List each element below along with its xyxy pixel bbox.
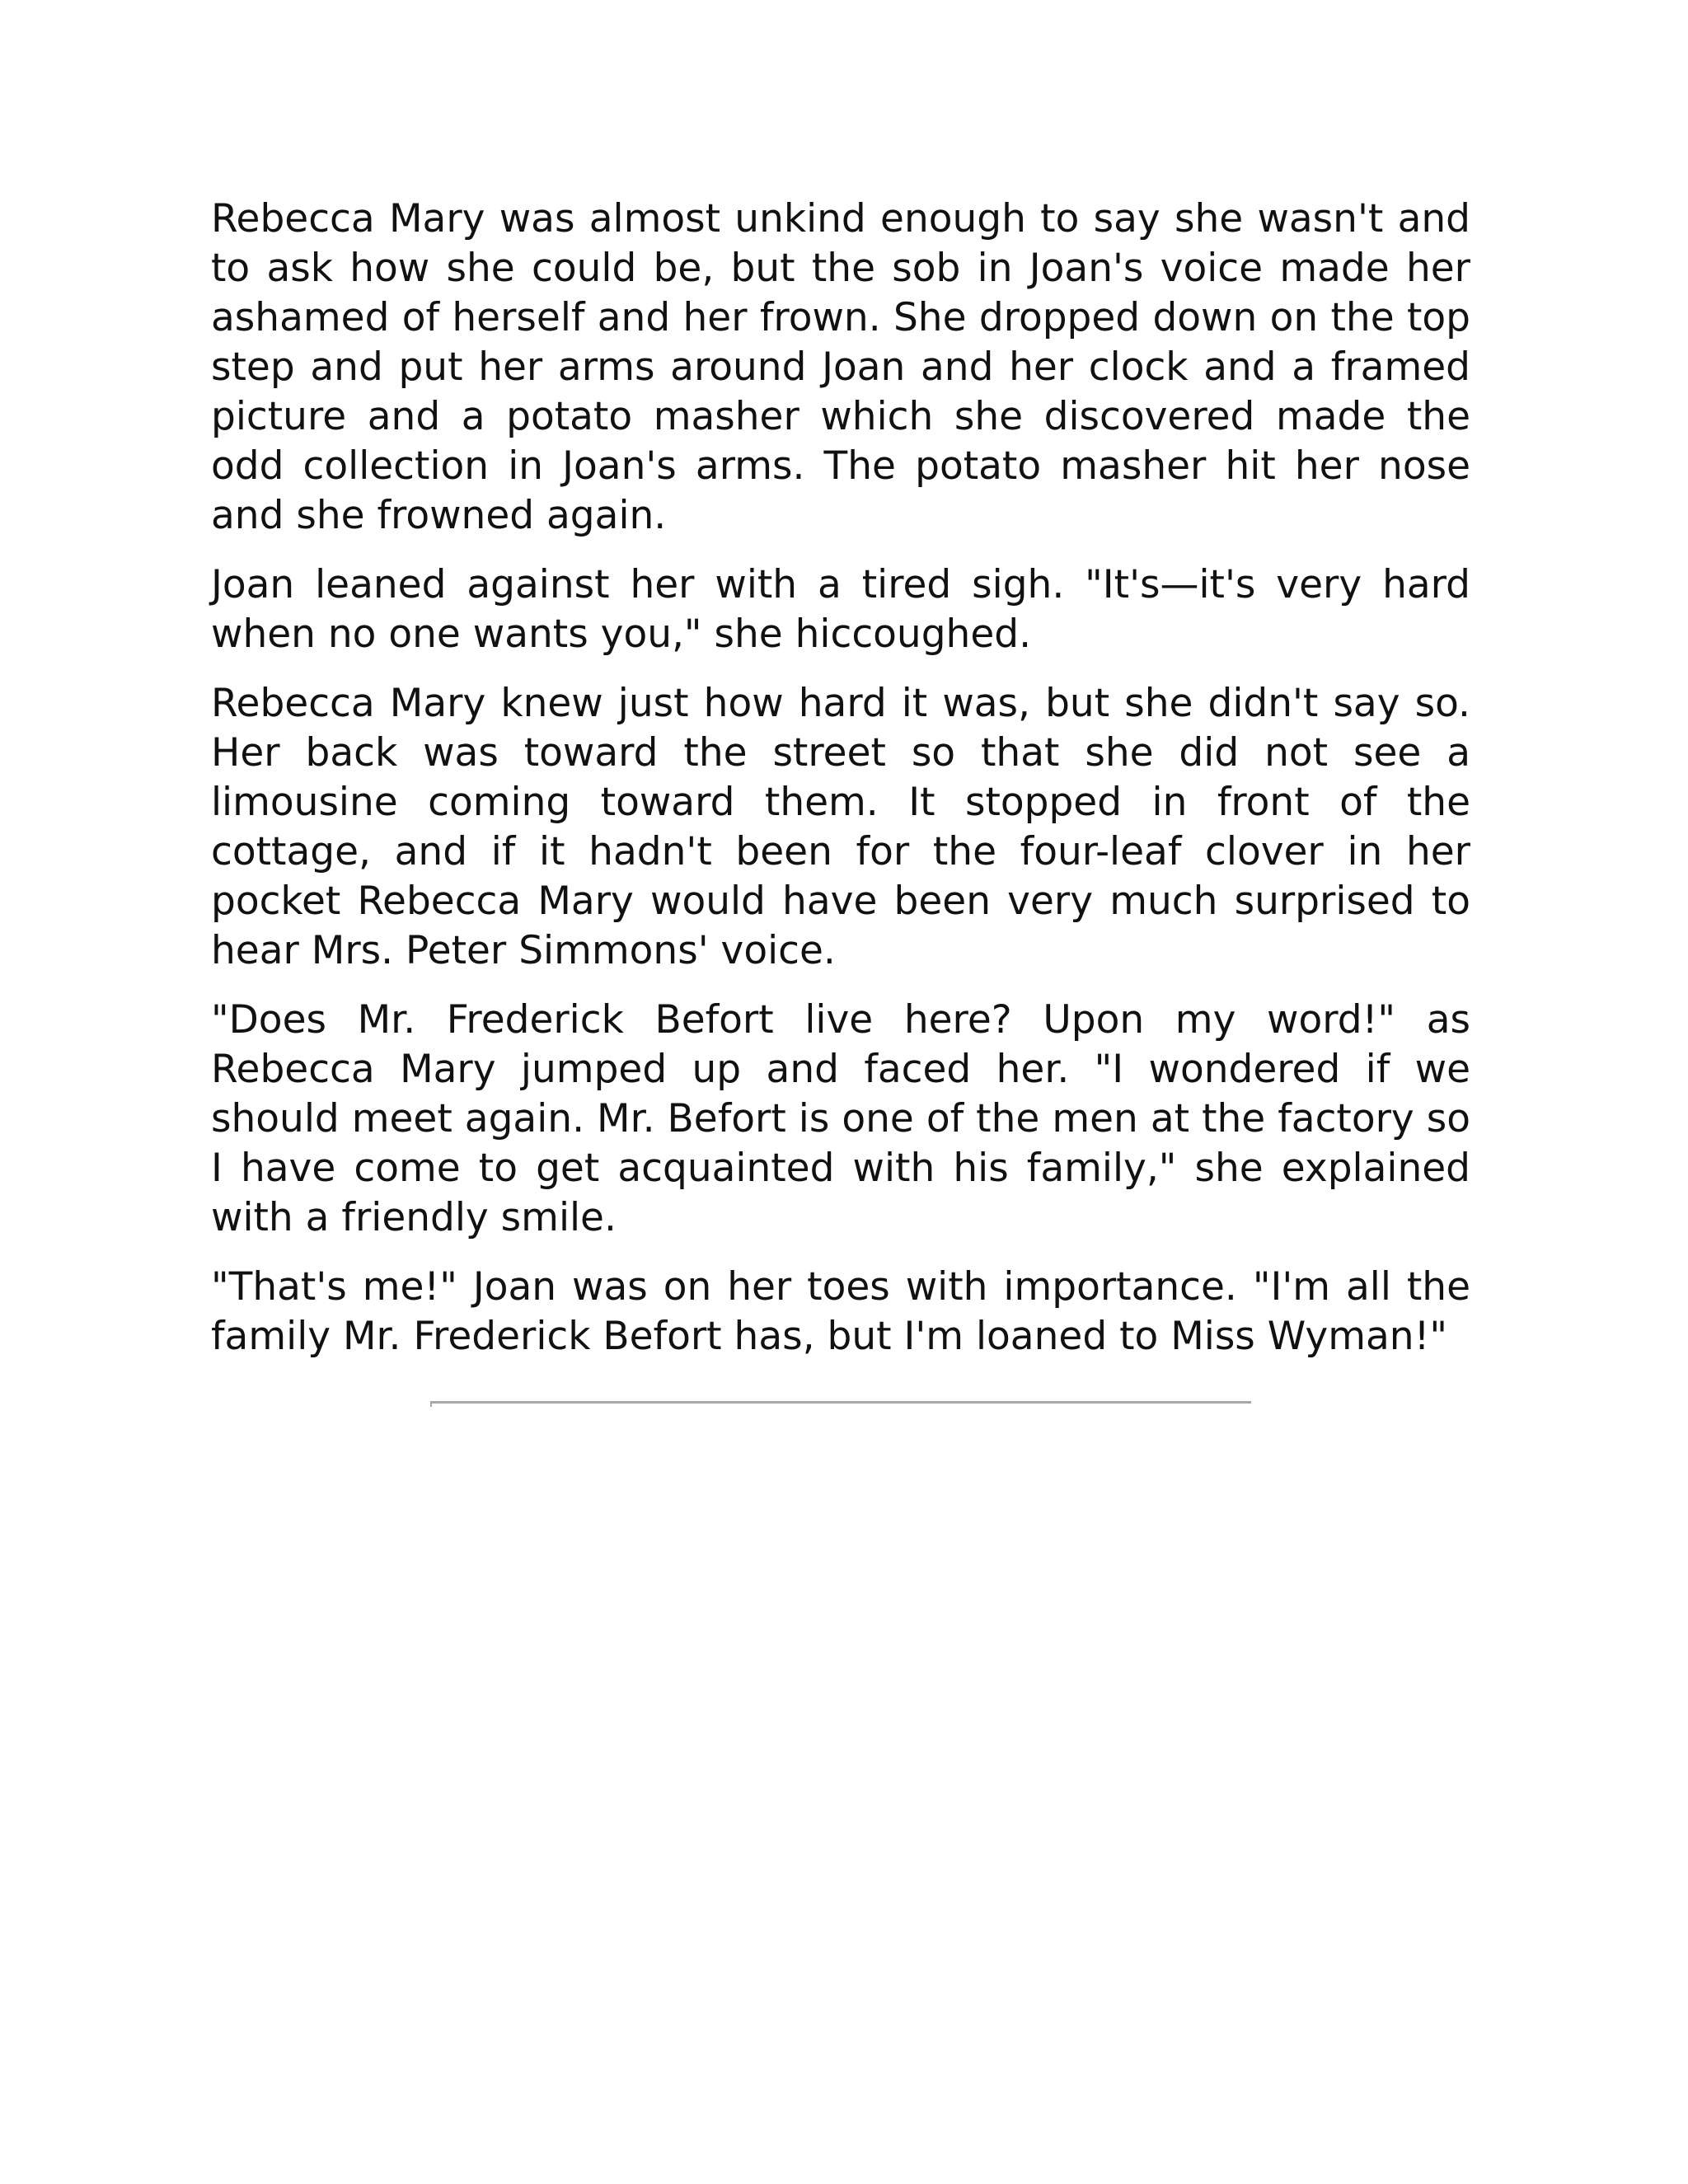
body-text xyxy=(211,194,1470,1381)
paragraph-1: Rebecca Mary was almost unkind enough to say she wasn't and to ask how she could be, but the sob in Joan's voice made her ashamed of herself and her frown. She dropped down on the top step and put her arms around Joan and her clock and a framed picture and a potato masher which she discovered made the odd collection in Joan's arms. The potato masher hit her nose and she frowned again. xyxy=(211,196,1470,538)
paragraph-2: Joan leaned against her with a tired sigh. "It's—it's very hard when no one wants you," she hiccoughed. xyxy=(211,562,1470,657)
paragraph-3: Rebecca Mary knew just how hard it was, but she didn't say so. Her back was toward the street so that she did not see a limousine coming toward them. It stopped in front of the cottage, and if it hadn't been for the four-leaf clover in her pocket Rebecca Mary would have been very much surprised to hear Mrs. Peter Simmons' voice. xyxy=(211,681,1470,973)
section-divider xyxy=(430,1401,1251,1407)
paragraph-5: "That's me!" Joan was on her toes with importance. "I'm all the family Mr. Frederick Befort has, but I'm loaned to Miss Wyman!" xyxy=(211,1264,1470,1359)
paragraph-4: "Does Mr. Frederick Befort live here? Upon my word!" as Rebecca Mary jumped up and faced her. "I wondered if we should meet again. Mr. Befort is one of the men at the factory so I have come to get acquainted with his family," she explained with a friendly smile. xyxy=(211,997,1470,1240)
